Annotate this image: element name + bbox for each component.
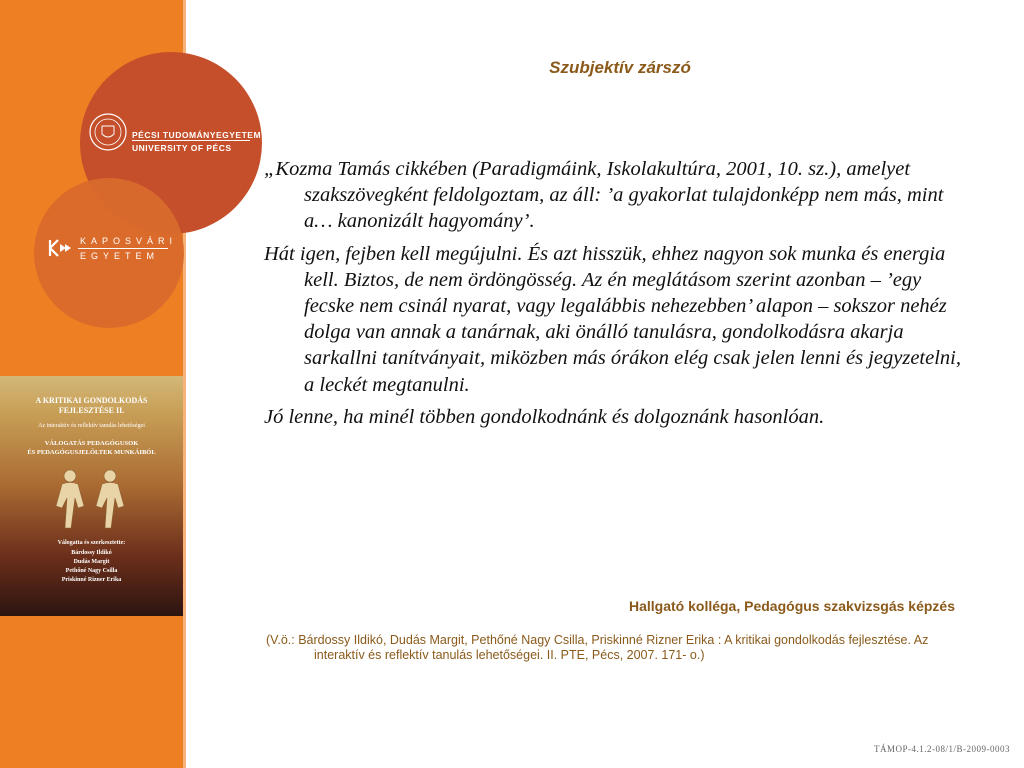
citation: (V.ö.: Bárdossy Ildikó, Dudás Margit, Pethőné Nagy Csilla, Priskinné Rizner Erika : A kritikai gondolkodás fejlesztése. Az interaktív és reflektív tanulás lehetőségei. II. PTE, Pécs, 2007. 171- o.) — [266, 633, 929, 662]
book-editor: Bárdossy Ildikó — [71, 550, 112, 556]
quote-attribution: Hallgató kolléga, Pedagógus szakvizsgás képzés — [628, 598, 955, 614]
book-editors-label: Válogatta és szerkesztette: — [57, 540, 126, 546]
university-seal-icon — [88, 112, 128, 152]
kaposvar-name-2: EGYETEM — [80, 251, 160, 261]
book-editor: Dudás Margit — [73, 559, 110, 565]
quote-paragraph: Hát igen, fejben kell megújulni. És azt hisszük, ehhez nagyon sok munka és energia kell. Biztos, de nem ördöngösség. Az én meglátásom szerint azonban – ’egy fecske nem csinál nyarat, vagy legalábbis nehezebben’ alapon – sokszor nehéz dolga van annak a tanárnak, aki önálló tanulásra, gondolkodásra akarja sarkallni tanítványait, miközben más órákon elég csak jelen lenni és jegyzetelni, a leckét megtanulni. — [264, 242, 961, 396]
quote-paragraph: „Kozma Tamás cikkében (Paradigmáink, Iskolakultúra, 2001, 10. sz.), amelyet szakszövegként feldolgoztam, az áll: ’a gyakorlat tulajdonképp nem más, mint a… kanonizált hagyomány’. — [264, 158, 944, 233]
slide-title: Szubjektív zárszó — [549, 58, 691, 77]
book-selection-line2: ÉS PEDAGÓGUSJELÖLTEK MUNKÁIBÓL — [27, 449, 156, 456]
quote-body — [264, 156, 964, 436]
book-subtitle: Az interaktív és reflektív tanulás lehetőségei — [38, 423, 145, 429]
book-title-line1: A KRITIKAI GONDOLKODÁS — [35, 396, 148, 405]
university-name: PÉCSI TUDOMÁNYEGYETEM — [132, 130, 262, 140]
thinking-figures-icon — [52, 468, 128, 530]
project-code: TÁMOP-4.1.2-08/1/B-2009-0003 — [874, 744, 1010, 754]
university-name-en: UNIVERSITY OF PÉCS — [132, 143, 232, 153]
book-editor: Pethőné Nagy Csilla — [65, 568, 118, 574]
kaposvar-logo-icon — [48, 238, 72, 258]
book-editor: Priskinné Rizner Erika — [61, 577, 122, 583]
book-selection-line1: VÁLOGATÁS PEDAGÓGUSOK — [44, 440, 139, 447]
university-divider — [132, 140, 250, 141]
quote-paragraph: Jó lenne, ha minél többen gondolkodnánk és dolgoznánk hasonlóan. — [264, 405, 825, 428]
kaposvar-divider — [78, 248, 168, 249]
kaposvar-name: KAPOSVÁRI — [80, 236, 178, 246]
book-title-line2: FEJLESZTÉSE II. — [58, 406, 125, 415]
